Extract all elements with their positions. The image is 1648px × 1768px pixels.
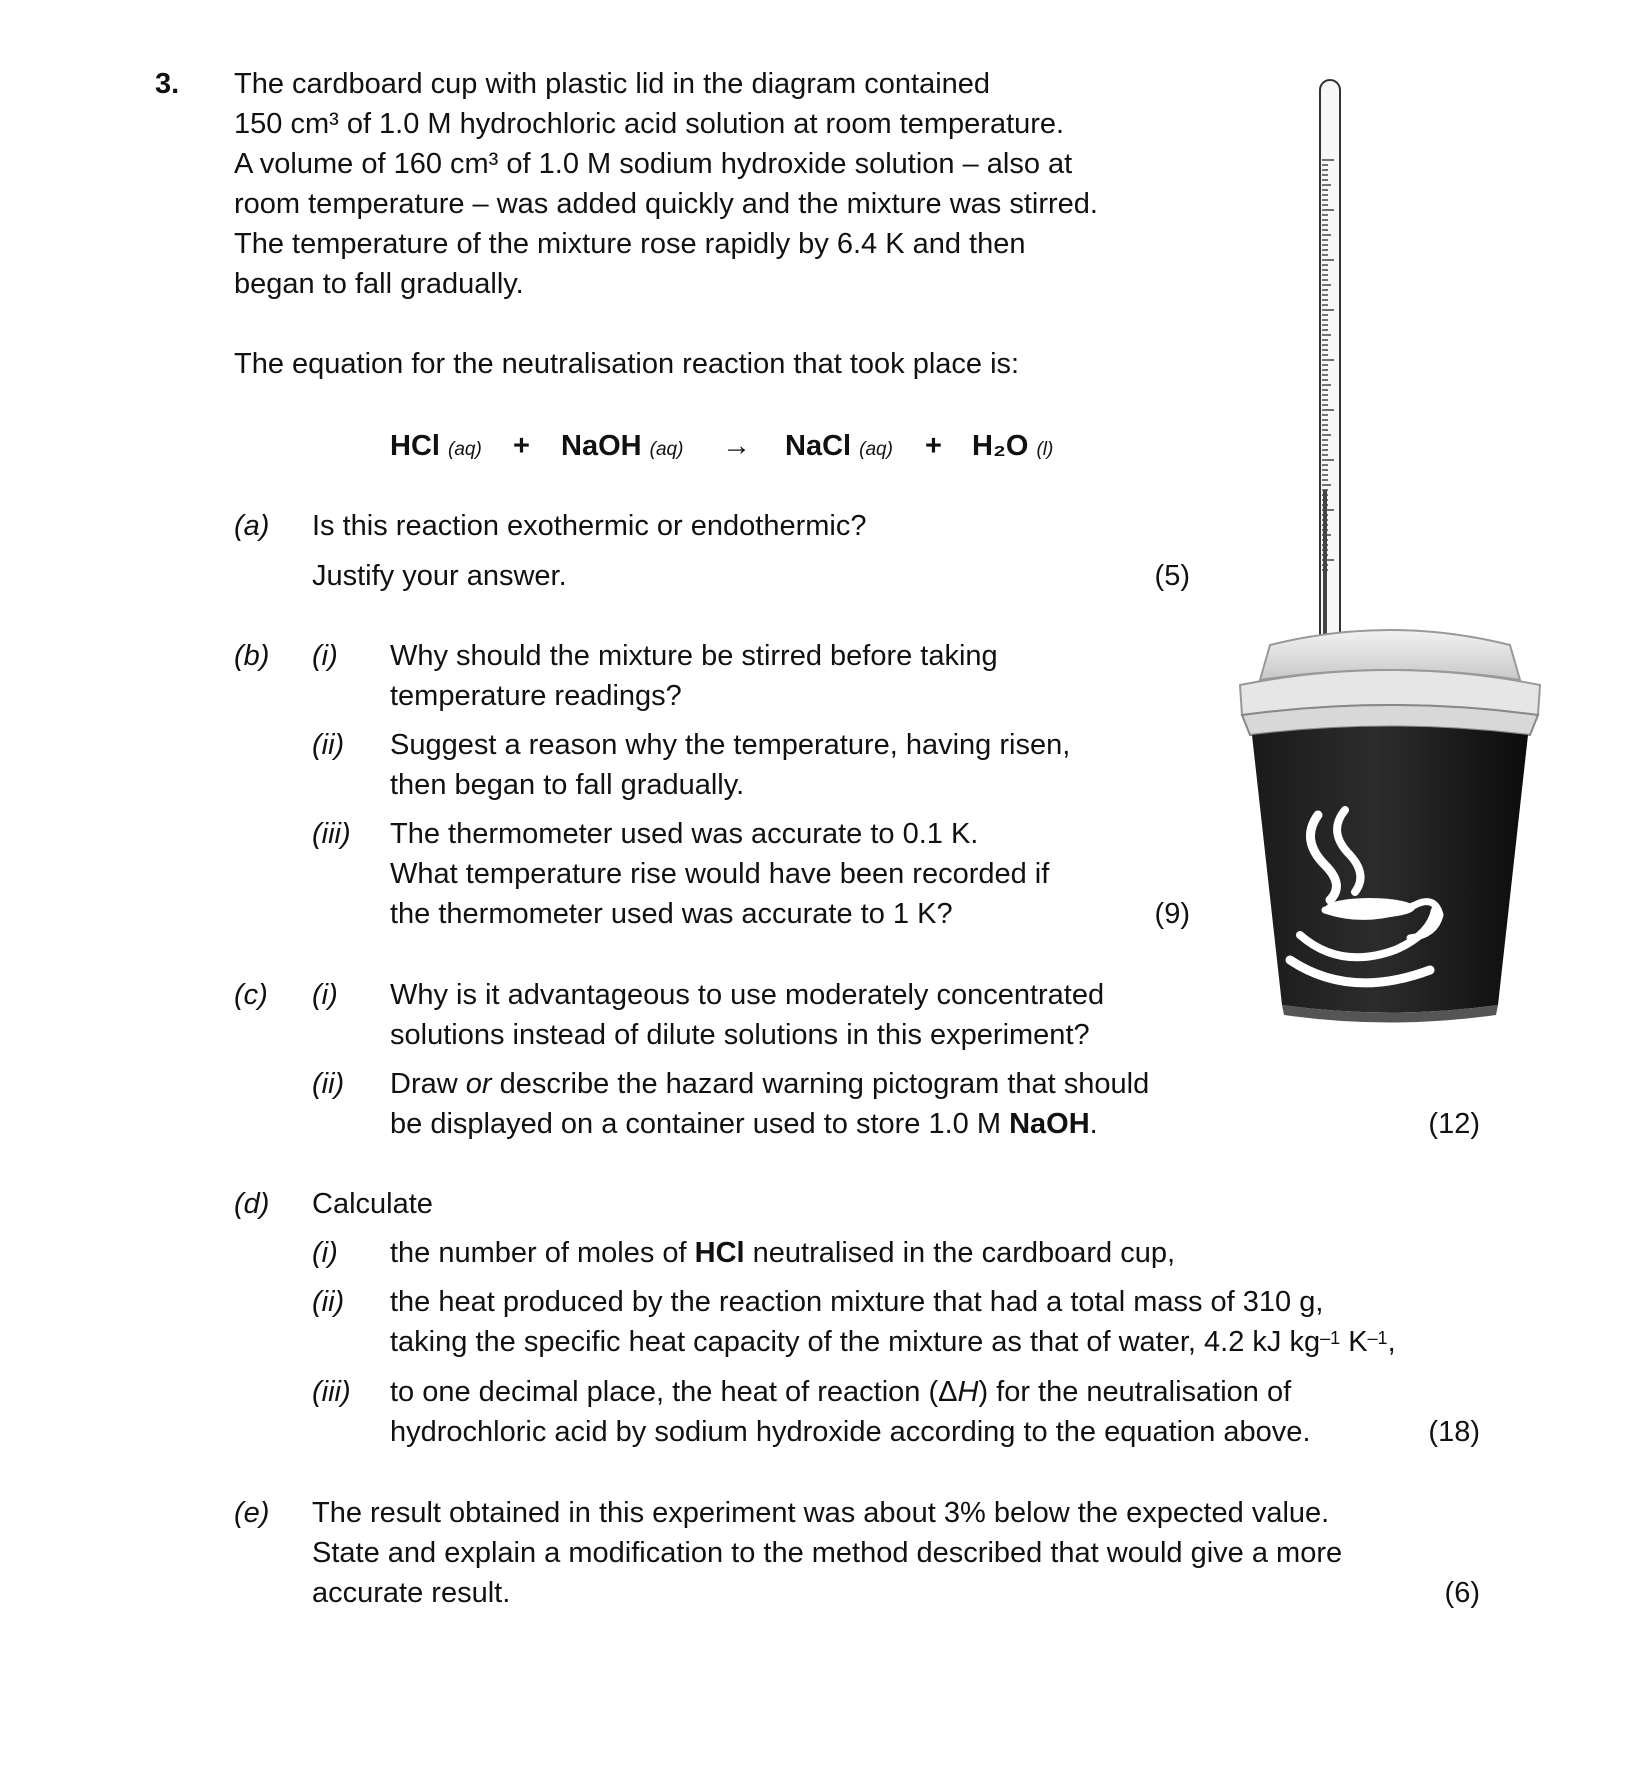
equation-product-nacl — [785, 426, 893, 470]
subpart-label: (i) — [312, 979, 338, 1011]
subpart-text — [390, 1322, 1396, 1362]
cup-lid-icon — [1240, 630, 1540, 735]
reaction-arrow: → — [722, 430, 751, 462]
formula-water: H₂O — [972, 430, 1029, 462]
subpart-label: (ii) — [312, 1068, 345, 1100]
subpart-label: (i) — [312, 640, 338, 672]
subpart-text: solutions instead of dilute solutions in this experiment? — [390, 1019, 1090, 1051]
subpart-text: Why is it advantageous to use moderately concentrated — [390, 979, 1105, 1011]
part-text: State and explain a modification to the method described that would give a more — [312, 1537, 1343, 1569]
text-run: , — [1387, 1326, 1396, 1358]
state-aq: (aq) — [448, 439, 482, 460]
text-run: the number of moles of — [390, 1237, 695, 1269]
subpart-label: (ii) — [312, 729, 345, 761]
text-run: to one decimal place, the heat of reaction (Δ — [390, 1376, 958, 1408]
part-text: accurate result. — [312, 1577, 511, 1609]
text-run-italic: H — [957, 1376, 979, 1408]
subpart-label: (ii) — [312, 1286, 345, 1318]
part-label: (b) — [234, 640, 270, 672]
marks: (6) — [1444, 1577, 1480, 1609]
subpart-text: The thermometer used was accurate to 0.1 K. — [390, 818, 979, 850]
text-run: taking the specific heat capacity of the mixture as that of water, 4.2 kJ kg — [390, 1326, 1321, 1358]
part-label: (c) — [234, 979, 268, 1011]
state-aq: (aq) — [859, 439, 893, 460]
intro-line: The temperature of the mixture rose rapidly by 6.4 K and then — [234, 228, 1026, 260]
text-run: Draw — [390, 1068, 466, 1100]
marks: (12) — [1428, 1108, 1480, 1140]
subpart-text — [390, 1104, 1098, 1144]
text-run: neutralised in the cardboard cup, — [744, 1237, 1176, 1269]
formula-naoh: NaOH — [1009, 1108, 1090, 1140]
subpart-text — [390, 1064, 1149, 1104]
subpart-text: hydrochloric acid by sodium hydroxide according to the equation above. — [390, 1416, 1311, 1448]
text-run: ) for the neutralisation of — [978, 1376, 1292, 1408]
text-run-italic: or — [465, 1068, 492, 1100]
subpart-text: the heat produced by the reaction mixture that had a total mass of 310 g, — [390, 1286, 1324, 1318]
superscript: –1 — [1367, 1328, 1388, 1348]
part-text: Justify your answer. — [312, 560, 567, 592]
equation-intro: The equation for the neutralisation reaction that took place is: — [234, 348, 1020, 380]
state-l: (l) — [1036, 439, 1054, 460]
text-run: . — [1089, 1108, 1098, 1140]
part-label: (d) — [234, 1188, 270, 1220]
text-run: K — [1340, 1326, 1368, 1358]
subpart-text: then began to fall gradually. — [390, 769, 745, 801]
text-run: be displayed on a container used to store 1.0 M — [390, 1108, 1010, 1140]
formula-nacl: NaCl — [785, 430, 852, 462]
state-aq: (aq) — [649, 439, 684, 460]
thermometer-icon — [1320, 80, 1340, 670]
part-text: Is this reaction exothermic or endothermic? — [312, 510, 867, 542]
subpart-text: the thermometer used was accurate to 1 K? — [390, 898, 953, 930]
plus-sign: + — [925, 430, 942, 462]
subpart-text — [390, 1233, 1175, 1273]
marks: (5) — [1154, 560, 1190, 592]
formula-hcl: HCl — [390, 430, 440, 462]
subpart-text: temperature readings? — [390, 680, 682, 712]
subpart-label: (iii) — [312, 1376, 351, 1408]
equation-reactant-naoh — [561, 426, 683, 470]
intro-line: The cardboard cup with plastic lid in the diagram contained — [234, 68, 991, 100]
equation-reactant-hcl — [390, 426, 482, 470]
thermometer-cup-figure — [1230, 70, 1550, 1030]
subpart-text — [390, 1372, 1291, 1412]
marks: (18) — [1428, 1416, 1480, 1448]
superscript: –1 — [1320, 1328, 1341, 1348]
question-number: 3. — [155, 68, 180, 100]
intro-line: room temperature – was added quickly and the mixture was stirred. — [234, 188, 1098, 220]
text-run: describe the hazard warning pictogram that should — [491, 1068, 1150, 1100]
subpart-label: (iii) — [312, 818, 351, 850]
intro-line: A volume of 160 cm³ of 1.0 M sodium hydroxide solution – also at — [234, 148, 1073, 180]
formula-hcl: HCl — [694, 1237, 745, 1269]
intro-line: began to fall gradually. — [234, 268, 524, 300]
part-text: Calculate — [312, 1188, 433, 1220]
plus-sign: + — [513, 430, 530, 462]
subpart-label: (i) — [312, 1237, 338, 1269]
subpart-text: Why should the mixture be stirred before taking — [390, 640, 998, 672]
subpart-text: What temperature rise would have been recorded if — [390, 858, 1050, 890]
marks: (9) — [1154, 898, 1190, 930]
part-label: (a) — [234, 510, 270, 542]
subpart-text: Suggest a reason why the temperature, having risen, — [390, 729, 1071, 761]
part-label: (e) — [234, 1497, 270, 1529]
equation-product-water — [972, 426, 1053, 470]
part-text: The result obtained in this experiment was about 3% below the expected value. — [312, 1497, 1330, 1529]
intro-line: 150 cm³ of 1.0 M hydrochloric acid solution at room temperature. — [234, 108, 1065, 140]
formula-naoh: NaOH — [561, 430, 642, 462]
